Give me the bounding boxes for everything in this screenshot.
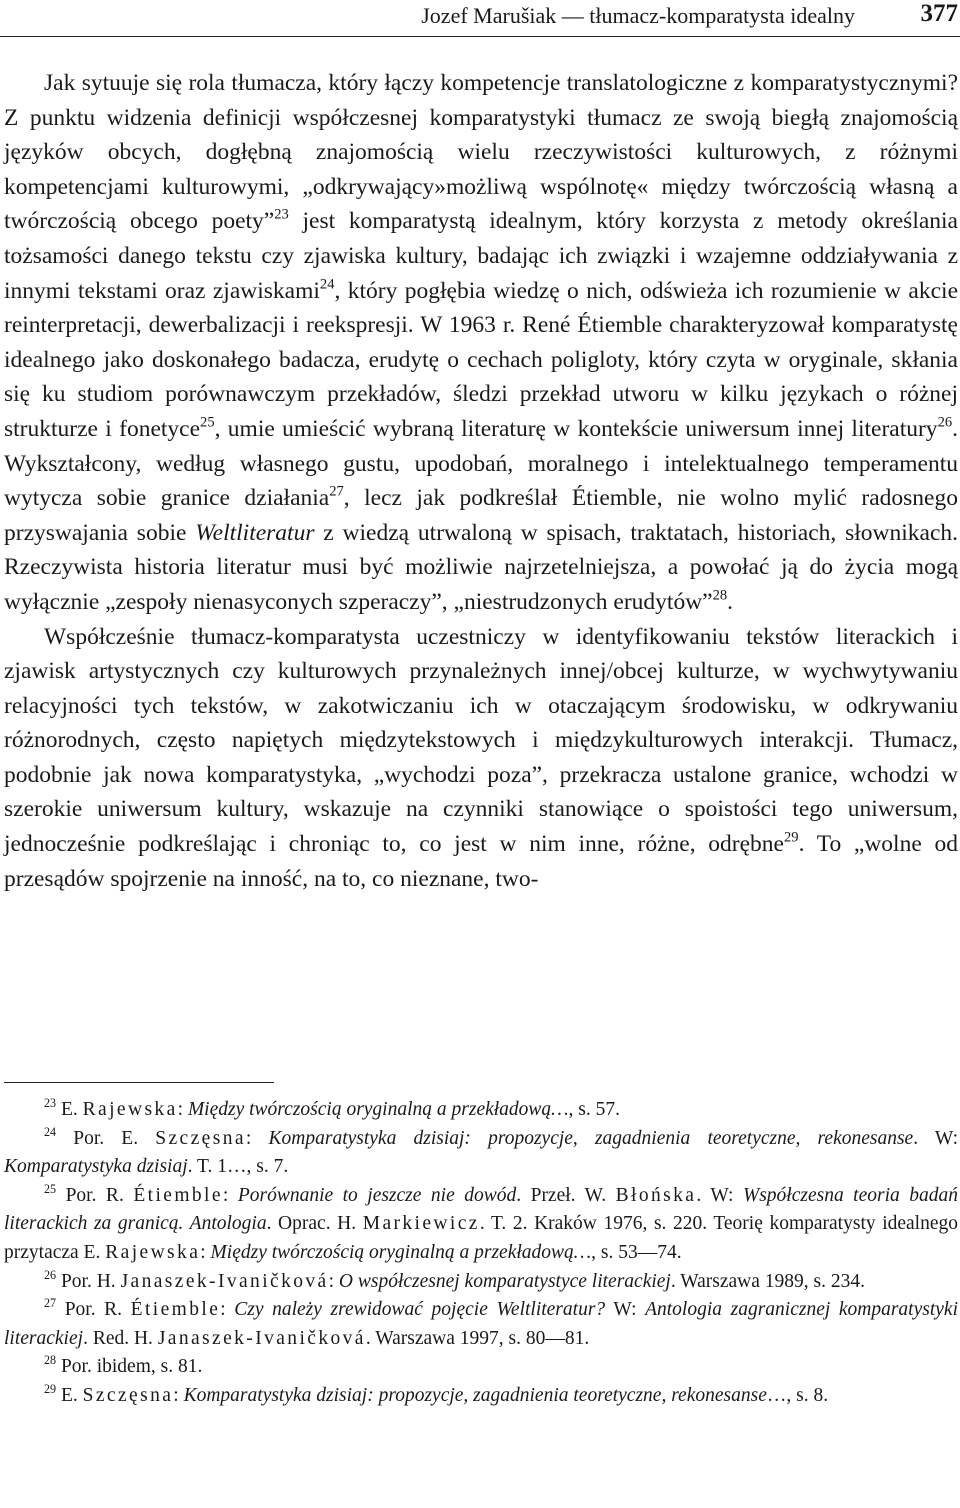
text-run: E. bbox=[60, 1099, 83, 1120]
text-run: . T. 2. Kraków 1976, s. 220. Teorię komparatysty idealnego przytacza E. bbox=[4, 1213, 958, 1263]
page-number: 377 bbox=[920, 0, 958, 27]
author-name: Janaszek-Ivaničková bbox=[120, 1270, 329, 1292]
text-run: , s. 53—74. bbox=[591, 1241, 682, 1263]
author-name: Markiewicz bbox=[362, 1213, 480, 1235]
author-name: Szczęsna bbox=[82, 1384, 174, 1406]
text-run: , s. 57. bbox=[568, 1099, 620, 1120]
footnote-number: 25 bbox=[44, 1181, 57, 1196]
text-run: , który pogłębia wiedzę o nich, odświeża ich rozumienie w akcie reinterpretacji, dewerbalizacji i reekspresji. W 1963 r. René Étiemble charakteryzował komparatystę idealnego jako doskonałego badacza, erudytę o cechach poligloty, który czyta w oryginale, skłania się ku studiom porównawczym przekładów, śledzi przekład utworu w kilku językach o różnej strukturze i fonetyce bbox=[4, 277, 958, 442]
italic-text: Między twórczością oryginalną a przekładową… bbox=[210, 1241, 592, 1263]
header-rule bbox=[0, 36, 960, 37]
footnote bbox=[4, 1382, 958, 1411]
italic-text: O współczesnej komparatystyce literackiej bbox=[338, 1270, 671, 1292]
footnote-number: 24 bbox=[44, 1124, 57, 1139]
author-name: Étiemble bbox=[133, 1184, 223, 1206]
text-run: z wiedzą utrwaloną w spisach, traktatach, historiach, słownikach. Rzeczywista historia literatur musi być możliwie najrzetelniejsza, a powołać ją do życia mogą wyłącznie „zespoły nienasyconych szperaczy”, „niestrudzonych erudytów” bbox=[4, 519, 958, 615]
text-run: . To „wolne od przesądów spojrzenie na inność, na to, co nieznane, two- bbox=[4, 831, 958, 892]
footnote-number: 29 bbox=[44, 1382, 57, 1397]
text-run: : bbox=[200, 1241, 211, 1263]
italic-text: Komparatystyka dzisiaj: propozycje, zagadnienia teoretyczne, rekonesanse bbox=[268, 1127, 914, 1149]
italic-text: Między twórczością oryginalną a przekładową… bbox=[187, 1099, 569, 1120]
text-run: . W: bbox=[913, 1127, 959, 1149]
text-run: Jak sytuuje się rola tłumacza, który łączy kompetencje translatologiczne z komparatystycznymi? Z punktu widzenia definicji współczesnej komparatystyki tłumacz ze swoją biegłą znajomością języków obcych, dogłębną znajomością wielu rzeczywistości kulturowych, z różnymi kompetencjami kulturowymi, „odkrywający»możliwą wspólnotę« między twórczością własną a twórczością obcego poety” bbox=[4, 70, 958, 235]
footnote-number: 27 bbox=[44, 1296, 57, 1311]
footnotes bbox=[4, 1096, 958, 1411]
footnote-number: 28 bbox=[44, 1353, 57, 1368]
footnote-ref: 24 bbox=[319, 276, 335, 293]
footnote-ref: 25 bbox=[200, 414, 215, 431]
italic-text: Współczesna teoria badań literackich za granicą. Antologia bbox=[4, 1184, 958, 1235]
page-header bbox=[0, 0, 960, 34]
text-run: Por. E. bbox=[73, 1127, 156, 1149]
text-run: : bbox=[173, 1384, 184, 1406]
footnote-number: 23 bbox=[44, 1096, 57, 1111]
footnote-separator bbox=[4, 1082, 274, 1083]
running-head: Jozef Marušiak — tłumacz-komparatysta idealny bbox=[421, 3, 855, 28]
text-run: Por. ibidem, s. 81. bbox=[60, 1356, 203, 1378]
footnote-ref: 26 bbox=[937, 414, 953, 431]
author-name: Janaszek-Ivaničková bbox=[157, 1327, 366, 1349]
italic-text: Weltliteratur bbox=[195, 519, 315, 546]
italic-text: Komparatystyka dzisiaj: propozycje, zagadnienia teoretyczne, rekonesanse bbox=[183, 1384, 767, 1406]
text-run: Por. R. bbox=[65, 1184, 134, 1206]
footnote bbox=[4, 1353, 958, 1382]
footnote bbox=[4, 1296, 958, 1353]
text-run: : bbox=[222, 1184, 238, 1206]
footnote bbox=[4, 1125, 958, 1182]
text-run: . Wykształcony, według własnego gustu, upodobań, moralnego i intelektualnego temperamentu wytycza sobie granice działania bbox=[4, 415, 958, 512]
paragraph bbox=[4, 620, 958, 897]
italic-text: Czy należy zrewidować pojęcie Weltliteratur? bbox=[234, 1299, 606, 1321]
footnote bbox=[4, 1182, 958, 1268]
author-name: Szczęsna bbox=[155, 1127, 246, 1149]
text-run: : bbox=[220, 1299, 235, 1321]
footnote-ref: 28 bbox=[712, 587, 728, 604]
italic-text: Antologia zagranicznej komparatystyki literackiej bbox=[4, 1299, 958, 1349]
footnote-ref: 29 bbox=[784, 829, 799, 846]
text-run: …, s. 8. bbox=[766, 1384, 829, 1406]
footnote bbox=[4, 1268, 958, 1297]
text-run: . Red. H. bbox=[83, 1327, 158, 1349]
text-run: . Przeł. W. bbox=[516, 1184, 616, 1206]
text-run: jest komparatystą idealnym, który korzysta z metody określania tożsamości danego tekstu czy zjawiska kultury, badając ich związki i wzajemne oddziaływania z innymi tekstami oraz zjawiskami bbox=[4, 208, 958, 304]
text-run: . bbox=[727, 588, 734, 615]
author-name: Rajewska bbox=[82, 1099, 178, 1120]
text-run: . T. 1…, s. 7. bbox=[187, 1156, 289, 1178]
text-run: : bbox=[245, 1127, 269, 1149]
italic-text: Porównanie to jeszcze nie dowód bbox=[237, 1184, 517, 1206]
footnote-ref: 23 bbox=[274, 206, 289, 223]
text-run: : bbox=[177, 1099, 188, 1120]
italic-text: Komparatystyka dzisiaj bbox=[4, 1156, 188, 1178]
text-run: . W: bbox=[696, 1184, 743, 1206]
text-run: . Warszawa 1989, s. 234. bbox=[670, 1270, 865, 1292]
body-text bbox=[4, 66, 958, 896]
text-run: : bbox=[328, 1270, 339, 1292]
text-run: , lecz jak podkreślał Étiemble, nie wolno mylić radosnego przyswajania sobie bbox=[4, 485, 958, 546]
text-run: W: bbox=[605, 1299, 646, 1321]
text-run: Współcześnie tłumacz-komparatysta uczestniczy w identyfikowaniu tekstów literackich i zjawisk artystycznych czy kulturowych przynależnych innej/obcej kulturze, w wychwytywaniu relacyjności tych tekstów, w zakotwiczaniu ich w otaczającym środowisku, w odkrywaniu różnorodnych, często napiętych międzytekstowych i międzykulturowych interakcji. Tłumacz, podobnie jak nowa komparatystyka, „wychodzi poza”, przekracza ustalone granice, wchodzi w szerokie uniwersum kultury, wskazuje na czynniki stanowiące o spoistości tego uniwersum, jednocześnie podkreślając i chroniąc to, co jest w nim inne, różne, odrębne bbox=[4, 623, 958, 858]
text-run: Por. H. bbox=[60, 1270, 121, 1292]
text-run: . Oprac. H. bbox=[266, 1213, 363, 1235]
author-name: Rajewska bbox=[105, 1241, 201, 1263]
footnote-ref: 27 bbox=[329, 483, 344, 500]
footnote-number: 26 bbox=[44, 1267, 57, 1282]
text-run: E. bbox=[60, 1384, 83, 1406]
footnote bbox=[4, 1096, 958, 1125]
text-run: . Warszawa 1997, s. 80—81. bbox=[365, 1327, 590, 1349]
text-run: Por. R. bbox=[64, 1299, 131, 1321]
author-name: Błońska bbox=[615, 1184, 697, 1206]
author-name: Étiemble bbox=[130, 1299, 221, 1321]
paragraph bbox=[4, 66, 958, 620]
text-run: , umie umieścić wybraną literaturę w kontekście uniwersum innej literatury bbox=[214, 415, 938, 442]
